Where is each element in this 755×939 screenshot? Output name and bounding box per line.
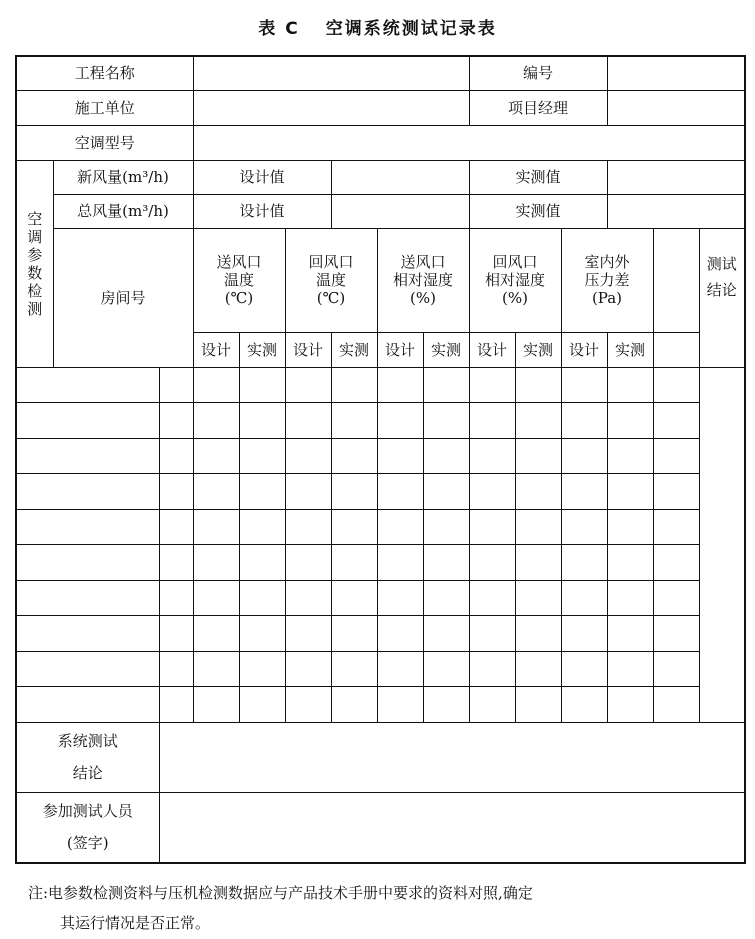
total-measured-field[interactable] — [607, 194, 745, 228]
measurement-cell[interactable] — [285, 509, 331, 545]
measurement-cell[interactable] — [159, 580, 193, 616]
measurement-cell[interactable] — [193, 687, 239, 723]
row-total-air — [16, 194, 745, 228]
project-manager-field[interactable] — [607, 90, 745, 125]
form-title-prefix: 表 C — [258, 19, 300, 39]
number-label: 编号 — [469, 56, 607, 90]
measurement-cell[interactable] — [515, 580, 561, 616]
measurement-cell[interactable] — [377, 474, 423, 510]
measurement-cell[interactable] — [285, 367, 331, 403]
room-number-cell[interactable] — [16, 651, 159, 687]
room-number-cell[interactable] — [16, 580, 159, 616]
measurement-cell[interactable] — [469, 545, 515, 581]
measurement-cell[interactable] — [423, 545, 469, 581]
measurement-cell[interactable] — [515, 367, 561, 403]
row-project-name — [16, 56, 745, 90]
total-air-label: 总风量(m³/h) — [53, 194, 193, 228]
table-row — [16, 438, 745, 474]
param-header-supply-temp: 送风口 温度 (℃) — [193, 228, 285, 332]
test-result-cell[interactable] — [653, 403, 699, 439]
row-construction-unit — [16, 90, 745, 125]
test-result-cell[interactable] — [653, 474, 699, 510]
test-result-cell[interactable] — [653, 545, 699, 581]
measurement-cell[interactable] — [159, 651, 193, 687]
footnote-line-1: 注:电参数检测资料与压机检测数据应与产品技术手册中要求的资料对照,确定 — [28, 884, 533, 902]
measurement-cell[interactable] — [469, 687, 515, 723]
measurement-cell[interactable] — [469, 580, 515, 616]
measurement-cell[interactable] — [159, 474, 193, 510]
measurement-cell[interactable] — [239, 616, 285, 652]
measurement-cell[interactable] — [159, 509, 193, 545]
measurement-cell[interactable] — [423, 687, 469, 723]
test-result-cell[interactable] — [653, 687, 699, 723]
sub-design: 设计 — [285, 332, 331, 367]
measurement-cell[interactable] — [239, 687, 285, 723]
measurement-cell[interactable] — [561, 651, 607, 687]
sub-design: 设计 — [377, 332, 423, 367]
measurement-cell[interactable] — [515, 651, 561, 687]
room-number-cell[interactable] — [16, 474, 159, 510]
measurement-cell[interactable] — [239, 474, 285, 510]
param-header-pressure-diff: 室内外 压力差 (Pa) — [561, 228, 653, 332]
measurement-cell[interactable] — [285, 403, 331, 439]
measurement-cell[interactable] — [469, 403, 515, 439]
measurement-cell[interactable] — [239, 651, 285, 687]
sub-measured: 实测 — [607, 332, 653, 367]
measurement-cell[interactable] — [159, 545, 193, 581]
sub-measured: 实测 — [239, 332, 285, 367]
measurement-cell[interactable] — [607, 367, 653, 403]
measurement-cell[interactable] — [285, 580, 331, 616]
param-header-supply-humidity: 送风口 相对湿度 (%) — [377, 228, 469, 332]
room-number-cell[interactable] — [16, 438, 159, 474]
measurement-cell[interactable] — [331, 403, 377, 439]
measurement-cell[interactable] — [423, 651, 469, 687]
sub-design: 设计 — [193, 332, 239, 367]
measurement-cell[interactable] — [515, 687, 561, 723]
ac-model-field[interactable] — [193, 125, 745, 160]
row-param-headers — [16, 228, 745, 332]
total-measured-label: 实测值 — [469, 194, 607, 228]
number-field[interactable] — [607, 56, 745, 90]
measurement-cell[interactable] — [377, 509, 423, 545]
row-personnel — [16, 792, 745, 863]
measurement-cell[interactable] — [285, 474, 331, 510]
form-title-text: 空调系统测试记录表 — [325, 19, 497, 39]
row-ac-model — [16, 125, 745, 160]
measurement-cell[interactable] — [193, 509, 239, 545]
measurement-cell[interactable] — [561, 580, 607, 616]
room-number-label: 房间号 — [53, 228, 193, 367]
measurement-cell[interactable] — [331, 438, 377, 474]
param-header-blank — [653, 228, 699, 332]
measurement-cell[interactable] — [561, 403, 607, 439]
param-header-return-humidity: 回风口 相对湿度 (%) — [469, 228, 561, 332]
sub-measured: 实测 — [423, 332, 469, 367]
measurement-cell[interactable] — [515, 616, 561, 652]
measurement-cell[interactable] — [561, 687, 607, 723]
measurement-cell[interactable] — [377, 616, 423, 652]
measurement-cell[interactable] — [423, 474, 469, 510]
measurement-cell[interactable] — [239, 367, 285, 403]
test-result-cell[interactable] — [653, 616, 699, 652]
system-conclusion-field[interactable] — [159, 722, 745, 792]
table-row — [16, 474, 745, 510]
measurement-cell[interactable] — [159, 616, 193, 652]
measurement-cell[interactable] — [285, 616, 331, 652]
table-row — [16, 403, 745, 439]
measurement-cell[interactable] — [331, 509, 377, 545]
data-rows — [16, 367, 745, 722]
measurement-cell[interactable] — [561, 438, 607, 474]
measurement-cell[interactable] — [515, 474, 561, 510]
measurement-cell[interactable] — [193, 367, 239, 403]
measurement-cell[interactable] — [469, 509, 515, 545]
project-name-field[interactable] — [193, 56, 469, 90]
fresh-design-label: 设计值 — [193, 160, 331, 194]
measurement-cell[interactable] — [607, 474, 653, 510]
measurement-cell[interactable] — [377, 651, 423, 687]
measurement-cell[interactable] — [193, 580, 239, 616]
measurement-cell[interactable] — [377, 687, 423, 723]
test-result-cell[interactable] — [653, 580, 699, 616]
fresh-measured-field[interactable] — [607, 160, 745, 194]
fresh-design-field[interactable] — [331, 160, 469, 194]
measurement-cell[interactable] — [377, 367, 423, 403]
measurement-cell[interactable] — [607, 438, 653, 474]
measurement-cell[interactable] — [285, 545, 331, 581]
measurement-cell[interactable] — [159, 403, 193, 439]
sub-design: 设计 — [561, 332, 607, 367]
system-conclusion-label: 系统测试 结论 — [16, 722, 159, 792]
project-name-label: 工程名称 — [16, 56, 193, 90]
measurement-cell[interactable] — [377, 580, 423, 616]
measurement-cell[interactable] — [469, 474, 515, 510]
measurement-cell[interactable] — [331, 616, 377, 652]
test-record-table — [15, 55, 746, 864]
total-design-field[interactable] — [331, 194, 469, 228]
test-result-cell[interactable] — [653, 651, 699, 687]
room-number-cell[interactable] — [16, 403, 159, 439]
param-header-return-temp: 回风口 温度 (℃) — [285, 228, 377, 332]
measurement-cell[interactable] — [193, 403, 239, 439]
personnel-label: 参加测试人员 (签字) — [16, 792, 159, 863]
ac-model-label: 空调型号 — [16, 125, 193, 160]
table-row — [16, 509, 745, 545]
measurement-cell[interactable] — [515, 509, 561, 545]
sub-design: 设计 — [469, 332, 515, 367]
footnote — [28, 878, 743, 938]
measurement-cell[interactable] — [285, 687, 331, 723]
room-number-cell[interactable] — [16, 687, 159, 723]
measurement-cell[interactable] — [423, 509, 469, 545]
measurement-cell[interactable] — [193, 474, 239, 510]
table-row — [16, 616, 745, 652]
fresh-measured-label: 实测值 — [469, 160, 607, 194]
measurement-cell[interactable] — [239, 438, 285, 474]
room-number-cell[interactable] — [16, 367, 159, 403]
measurement-cell[interactable] — [377, 545, 423, 581]
measurement-cell[interactable] — [159, 367, 193, 403]
measurement-cell[interactable] — [423, 367, 469, 403]
measurement-cell[interactable] — [159, 687, 193, 723]
sub-blank — [653, 332, 699, 367]
construction-unit-label: 施工单位 — [16, 90, 193, 125]
measurement-cell[interactable] — [239, 509, 285, 545]
measurement-cell[interactable] — [239, 580, 285, 616]
row-conclusion — [16, 722, 745, 792]
test-result-cell[interactable] — [653, 438, 699, 474]
measurement-cell[interactable] — [469, 367, 515, 403]
measurement-cell[interactable] — [423, 438, 469, 474]
measurement-cell[interactable] — [159, 438, 193, 474]
measurement-cell[interactable] — [423, 403, 469, 439]
measurement-cell[interactable] — [607, 580, 653, 616]
measurement-cell[interactable] — [607, 509, 653, 545]
measurement-cell[interactable] — [239, 545, 285, 581]
measurement-cell[interactable] — [193, 545, 239, 581]
measurement-cell[interactable] — [331, 545, 377, 581]
room-number-cell[interactable] — [16, 545, 159, 581]
test-result-cell[interactable] — [653, 509, 699, 545]
measurement-cell[interactable] — [561, 616, 607, 652]
form-title — [0, 14, 755, 39]
measurement-cell[interactable] — [561, 509, 607, 545]
row-fresh-air — [16, 160, 745, 194]
sub-measured: 实测 — [515, 332, 561, 367]
fresh-air-label: 新风量(m³/h) — [53, 160, 193, 194]
measurement-cell[interactable] — [285, 651, 331, 687]
measurement-cell[interactable] — [561, 367, 607, 403]
total-design-label: 设计值 — [193, 194, 331, 228]
room-number-cell[interactable] — [16, 616, 159, 652]
measurement-cell[interactable] — [607, 687, 653, 723]
measurement-cell[interactable] — [331, 580, 377, 616]
footnote-line-2: 其运行情况是否正常。 — [60, 914, 211, 932]
test-result-cell[interactable] — [653, 367, 699, 403]
measurement-cell[interactable] — [515, 438, 561, 474]
measurement-cell[interactable] — [285, 438, 331, 474]
measurement-cell[interactable] — [607, 545, 653, 581]
measurement-cell[interactable] — [423, 580, 469, 616]
room-number-cell[interactable] — [16, 509, 159, 545]
measurement-cell[interactable] — [193, 438, 239, 474]
measurement-cell[interactable] — [469, 616, 515, 652]
measurement-cell[interactable] — [193, 616, 239, 652]
measurement-cell[interactable] — [331, 474, 377, 510]
measurement-cell[interactable] — [331, 687, 377, 723]
measurement-cell[interactable] — [607, 616, 653, 652]
table-row — [16, 367, 745, 403]
sub-measured: 实测 — [331, 332, 377, 367]
measurement-cell[interactable] — [561, 545, 607, 581]
measurement-cell[interactable] — [607, 403, 653, 439]
table-row — [16, 580, 745, 616]
personnel-signature-field[interactable] — [159, 792, 745, 863]
table-row — [16, 545, 745, 581]
measurement-cell[interactable] — [515, 403, 561, 439]
construction-unit-field[interactable] — [193, 90, 469, 125]
measurement-cell[interactable] — [377, 438, 423, 474]
measurement-cell[interactable] — [607, 651, 653, 687]
measurement-cell[interactable] — [561, 474, 607, 510]
project-manager-label: 项目经理 — [469, 90, 607, 125]
measurement-cell[interactable] — [469, 651, 515, 687]
measurement-cell[interactable] — [469, 438, 515, 474]
measurement-cell[interactable] — [239, 403, 285, 439]
table-row — [16, 687, 745, 723]
measurement-cell[interactable] — [193, 651, 239, 687]
table-row — [16, 651, 745, 687]
measurement-cell[interactable] — [377, 403, 423, 439]
test-result-label: 测试 结论 — [699, 228, 745, 367]
measurement-cell[interactable] — [423, 616, 469, 652]
measurement-cell[interactable] — [331, 651, 377, 687]
measurement-cell[interactable] — [515, 545, 561, 581]
section-label-params: 空调参数检测 — [16, 160, 53, 367]
measurement-cell[interactable] — [331, 367, 377, 403]
